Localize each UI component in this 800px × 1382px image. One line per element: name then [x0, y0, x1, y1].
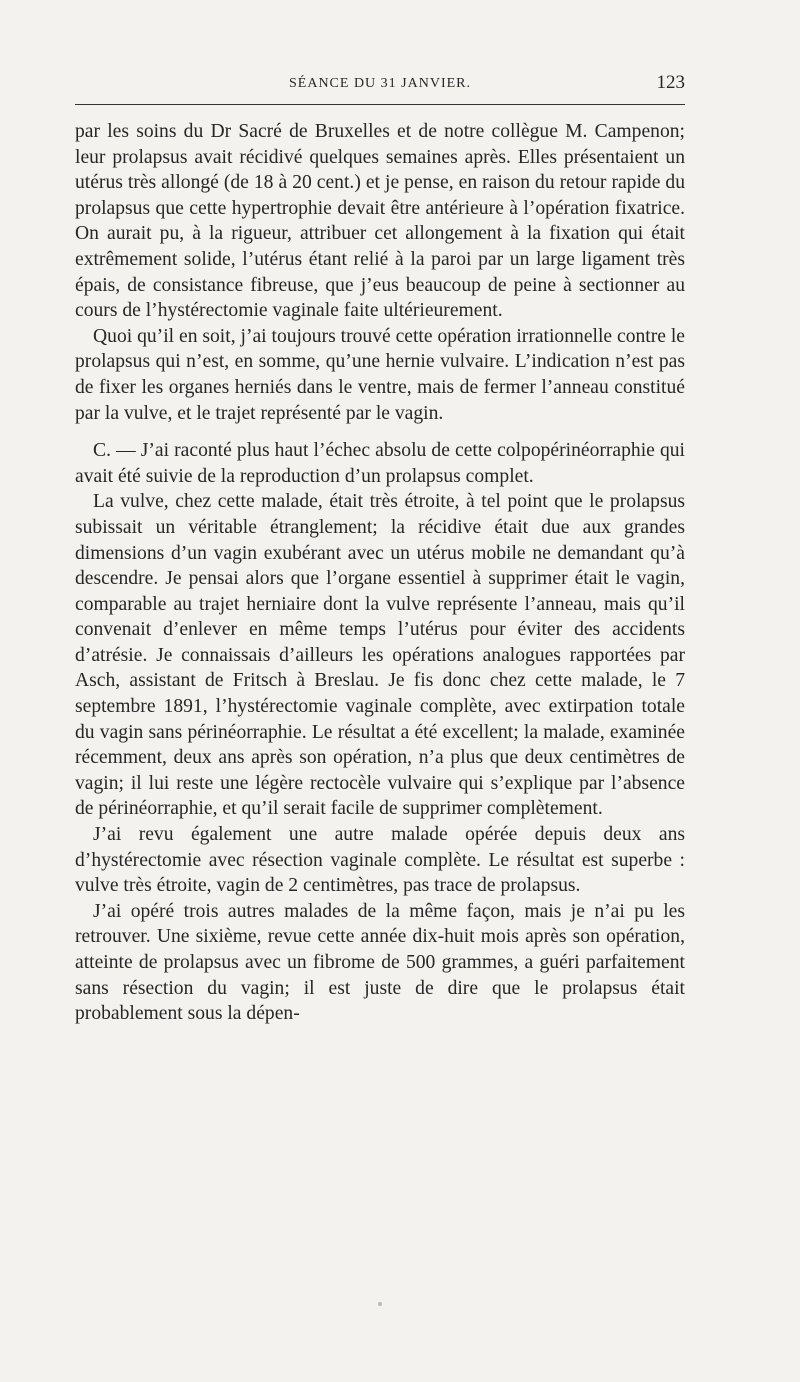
paragraph: J’ai revu également une autre malade opérée depuis deux ans d’hystérectomie avec résection vaginale complète. Le résultat est superbe : vulve très étroite, vagin de 2 centimètres, pas trace de prolapsus.: [75, 824, 685, 897]
paragraph: par les soins du Dr Sacré de Bruxelles et de notre collègue M. Campenon; leur prolapsus avait récidivé quelques semaines après. Elles présentaient un utérus très allongé (de 18 à 20 cent.) et je pense, en raison du retour rapide du prolapsus que cette hypertrophie devait être antérieure à l’opération fixatrice. On aurait pu, à la rigueur, attribuer cet allongement à la fixation qui était extrêmement solide, l’utérus étant relié à la paroi par un large ligament très épais, de consistance fibreuse, que j’eus beaucoup de peine à sectionner au cours de l’hystérectomie vaginale faite ultérieurement.: [75, 121, 685, 322]
running-head-title: SÉANCE DU 31 JANVIER.: [289, 76, 471, 91]
paragraph: Quoi qu’il en soit, j’ai toujours trouvé cette opération irrationnelle contre le prolapsus qui n’est, en somme, qu’une hernie vulvaire. L’indication n’est pas de fixer les organes herniés dans le ventre, mais de fermer l’anneau constitué par la vulve, et le trajet représenté par le vagin.: [75, 325, 685, 424]
paragraph: J’ai opéré trois autres malades de la même façon, mais je n’ai pu les retrouver. Une sixième, revue cette année dix-huit mois après son opération, atteinte de prolapsus avec un fibrome de 500 grammes, a guéri parfaitement sans résection du vagin; il est juste de dire que le prolapsus était probablement sous la dépen-: [75, 900, 685, 1025]
running-head: [75, 70, 685, 98]
book-page: [75, 70, 685, 1027]
print-speck: [378, 1302, 382, 1306]
body-text: [75, 119, 685, 1027]
paragraph-section-c: C. — J’ai raconté plus haut l’échec absolu de cette colpopérinéorraphie qui avait été suivie de la reproduction d’un prolapsus complet.: [75, 440, 685, 487]
paragraph: La vulve, chez cette malade, était très étroite, à tel point que le prolapsus subissait un véritable étranglement; la récidive était due aux grandes dimensions d’un vagin exubérant avec un utérus mobile ne demandant qu’à descendre. Je pensai alors que l’organe essentiel à supprimer était le vagin, comparable au trajet herniaire dont la vulve représente l’anneau, mais qu’il convenait d’enlever en même temps l’utérus pour éviter des accidents d’atrésie. Je connaissais d’ailleurs les opérations analogues rapportées par Asch, assistant de Fritsch à Breslau. Je fis donc chez cette malade, le 7 septembre 1891, l’hystérectomie vaginale complète, avec extirpation totale du vagin sans périnéorraphie. Le résultat a été excellent; la malade, examinée récemment, deux ans après son opération, n’a plus que deux centimètres de vagin; il lui reste une légère rectocèle vulvaire qui s’explique par l’absence de périnéorraphie, et qu’il serait facile de supprimer complètement.: [75, 491, 685, 820]
header-rule: [75, 104, 685, 105]
page-number: 123: [656, 72, 685, 93]
